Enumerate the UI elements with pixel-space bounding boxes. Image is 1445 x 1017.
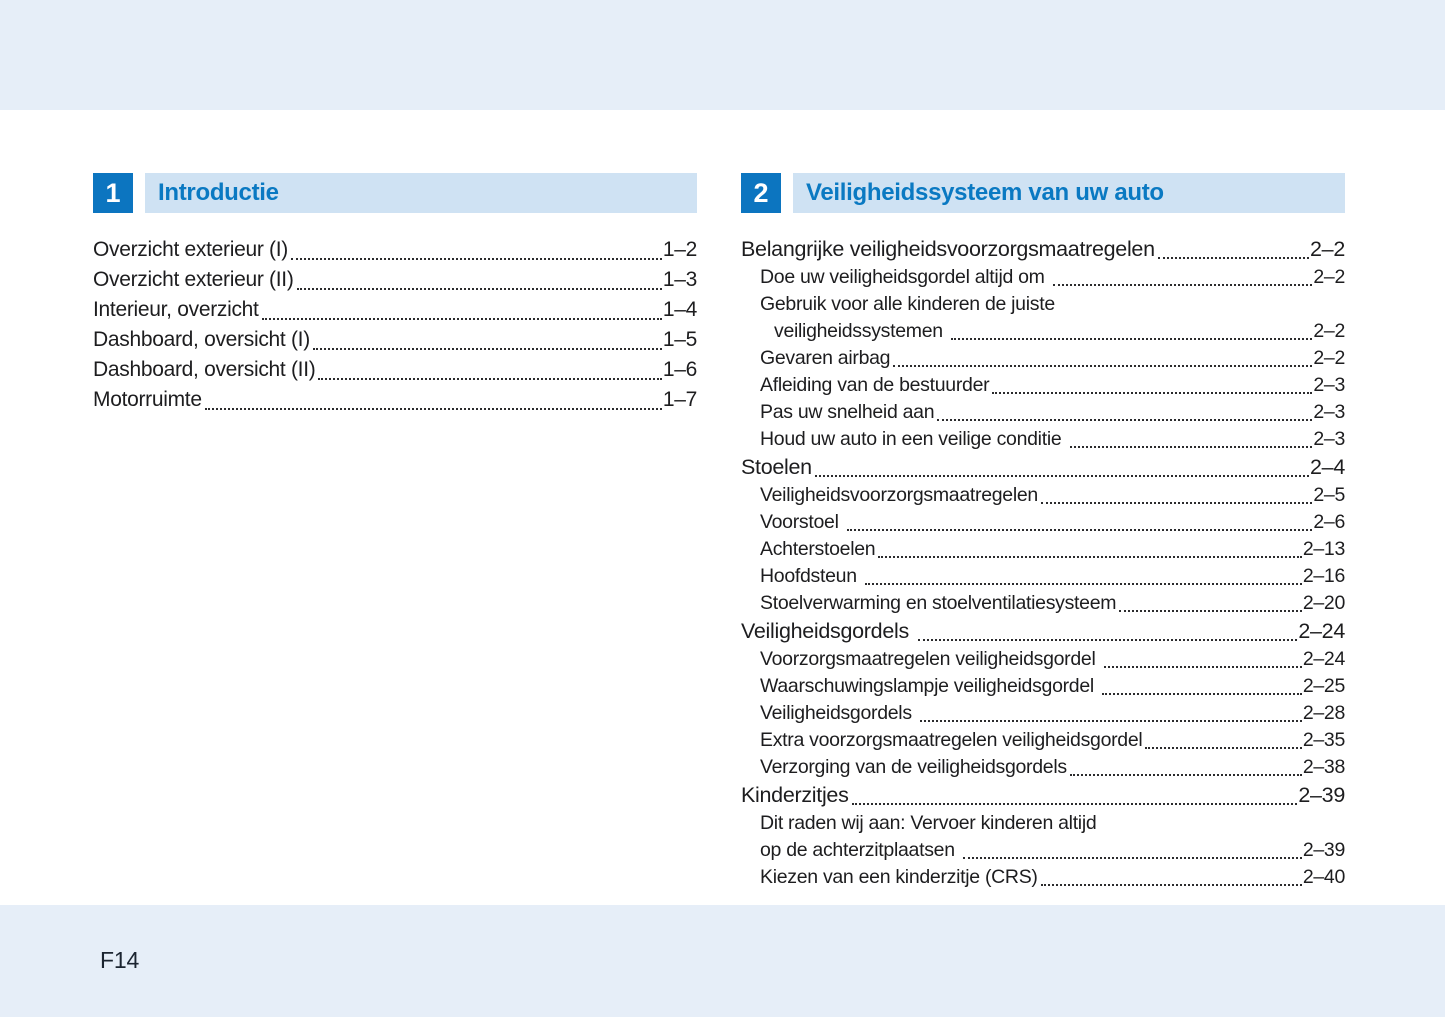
toc-entry — [741, 700, 1345, 727]
dot-leader — [1041, 884, 1302, 886]
dot-leader — [992, 392, 1312, 394]
toc-entry — [741, 345, 1345, 372]
dot-leader — [313, 348, 662, 350]
dot-leader — [1070, 446, 1313, 448]
toc-entry-label: Extra voorzorgsmaatregelen veiligheidsgordel — [760, 729, 1143, 751]
toc-entry — [741, 810, 1345, 837]
toc-entry — [93, 325, 697, 355]
toc-entry-page: 2–6 — [1313, 511, 1345, 533]
toc-entry-label: Verzorging van de veiligheidsgordels — [760, 756, 1067, 778]
toc-entry-page: 1–6 — [662, 358, 697, 381]
section-header — [741, 173, 1345, 213]
toc-entry-page: 1–2 — [662, 238, 697, 261]
toc-entry — [741, 590, 1345, 617]
section-title: Introductie — [158, 179, 279, 206]
toc-entry — [93, 385, 697, 415]
dot-leader — [205, 408, 662, 410]
toc-entry-page: 2–2 — [1313, 320, 1345, 342]
dot-leader — [937, 419, 1312, 421]
toc-entry-page: 2–38 — [1302, 756, 1345, 778]
dot-leader — [262, 318, 662, 320]
dot-leader — [893, 365, 1312, 367]
page-footer-label: F14 — [100, 947, 140, 973]
toc-entry-label: Gevaren airbag — [760, 347, 891, 369]
section-title-bar — [145, 173, 697, 213]
dot-leader — [865, 583, 1302, 585]
toc-entry — [741, 318, 1345, 345]
toc-entries-list — [741, 235, 1345, 891]
toc-entry-page: 2–5 — [1313, 484, 1345, 506]
toc-entry-page: 1–3 — [662, 268, 697, 291]
toc-entry-label: Waarschuwingslampje veiligheidsgordel — [760, 675, 1100, 697]
toc-entry-label: Stoelverwarming en stoelventilatiesysteem — [760, 592, 1117, 614]
toc-entry-page: 2–4 — [1310, 455, 1345, 479]
toc-entry — [741, 617, 1345, 646]
section-number: 1 — [105, 177, 121, 208]
toc-entry-page: 2–24 — [1302, 648, 1345, 670]
dot-leader — [1119, 610, 1302, 612]
dot-leader — [918, 639, 1298, 641]
toc-entry-page: 2–20 — [1302, 592, 1345, 614]
toc-entry — [741, 536, 1345, 563]
dot-leader — [297, 288, 662, 290]
toc-entry — [741, 453, 1345, 482]
toc-entry — [741, 291, 1345, 318]
toc-entry-label: Stoelen — [741, 455, 812, 479]
toc-entry-label: Dashboard, oversicht (II) — [93, 358, 316, 381]
toc-entry — [741, 646, 1345, 673]
dot-leader — [878, 556, 1301, 558]
dot-leader — [847, 529, 1313, 531]
toc-entry-label: Veiligheidsvoorzorgsmaatregelen — [760, 484, 1038, 506]
toc-entry-page: 2–40 — [1302, 866, 1345, 888]
section-number-badge — [93, 173, 133, 213]
toc-entry-page: 2–3 — [1313, 401, 1345, 423]
toc-entry — [741, 264, 1345, 291]
toc-entry-label: Pas uw snelheid aan — [760, 401, 935, 423]
section-number-badge — [741, 173, 781, 213]
toc-entry — [93, 265, 697, 295]
toc-entry — [741, 837, 1345, 864]
toc-entry-label: Veiligheidsgordels — [741, 619, 915, 643]
toc-entry — [741, 482, 1345, 509]
toc-entry-label: Houd uw auto in een veilige conditie — [760, 428, 1067, 450]
toc-entry-label: Voorstoel — [760, 511, 844, 533]
toc-entry-label: Belangrijke veiligheidsvoorzorgsmaatregelen — [741, 237, 1155, 261]
toc-entry-label: Voorzorgsmaatregelen veiligheidsgordel — [760, 648, 1101, 670]
dot-leader — [963, 857, 1302, 859]
toc-entry-label: Gebruik voor alle kinderen de juiste — [760, 293, 1055, 315]
toc-entry-label: Veiligheidsgordels — [760, 702, 917, 724]
toc-entry-page: 1–4 — [662, 298, 697, 321]
toc-entry — [741, 727, 1345, 754]
toc-entry — [741, 426, 1345, 453]
dot-leader — [1070, 774, 1302, 776]
dot-leader — [291, 258, 662, 260]
toc-column-veiligheidssysteem — [741, 173, 1345, 891]
section-title: Veiligheidssysteem van uw auto — [806, 179, 1164, 206]
toc-entry-page: 2–2 — [1313, 266, 1345, 288]
section-header — [93, 173, 697, 213]
toc-entry-label: Overzicht exterieur (I) — [93, 238, 288, 261]
toc-entry-label: veiligheidssystemen — [774, 320, 948, 342]
toc-entry — [741, 509, 1345, 536]
toc-entry-page: 2–13 — [1302, 538, 1345, 560]
toc-entry-page: 2–24 — [1298, 619, 1345, 643]
toc-entry-label: Interieur, overzicht — [93, 298, 259, 321]
dot-leader — [920, 720, 1302, 722]
toc-entries-list — [93, 235, 697, 415]
toc-entry-label: Motorruimte — [93, 388, 202, 411]
dot-leader — [1102, 693, 1302, 695]
dot-leader — [1145, 747, 1301, 749]
toc-entry — [741, 754, 1345, 781]
toc-entry-page: 1–5 — [662, 328, 697, 351]
toc-entry-label: Hoofdsteun — [760, 565, 862, 587]
dot-leader — [318, 378, 661, 380]
toc-entry-page: 2–39 — [1298, 783, 1345, 807]
toc-entry — [741, 235, 1345, 264]
toc-entry — [741, 372, 1345, 399]
toc-entry — [93, 295, 697, 325]
dot-leader — [815, 475, 1309, 477]
section-number: 2 — [753, 177, 769, 208]
toc-entry-label: Achterstoelen — [760, 538, 876, 560]
toc-entry-page: 2–35 — [1302, 729, 1345, 751]
toc-entry-label: Doe uw veiligheidsgordel altijd om — [760, 266, 1050, 288]
toc-entry-label: Dashboard, oversicht (I) — [93, 328, 310, 351]
toc-entry-label: Afleiding van de bestuurder — [760, 374, 990, 396]
dot-leader — [1053, 284, 1313, 286]
dot-leader — [1104, 666, 1302, 668]
dot-leader — [1158, 257, 1309, 259]
section-title-bar — [793, 173, 1345, 213]
toc-entry-page: 2–2 — [1310, 237, 1345, 261]
toc-entry-page: 2–25 — [1302, 675, 1345, 697]
toc-column-introductie — [93, 173, 697, 415]
dot-leader — [852, 803, 1298, 805]
toc-entry — [741, 673, 1345, 700]
toc-entry — [741, 864, 1345, 891]
toc-entry — [741, 399, 1345, 426]
toc-entry — [93, 355, 697, 385]
toc-entry — [741, 563, 1345, 590]
toc-entry-page: 2–2 — [1313, 347, 1345, 369]
bottom-strip — [0, 905, 1445, 1017]
dot-leader — [951, 338, 1312, 340]
toc-entry-label: Kiezen van een kinderzitje (CRS) — [760, 866, 1038, 888]
toc-entry-page: 2–16 — [1302, 565, 1345, 587]
toc-entry — [93, 235, 697, 265]
toc-entry-label: Dit raden wij aan: Vervoer kinderen altijd — [760, 812, 1097, 834]
toc-entry-label: op de achterzitplaatsen — [760, 839, 960, 861]
toc-entry-page: 1–7 — [662, 388, 697, 411]
toc-entry-page: 2–39 — [1302, 839, 1345, 861]
toc-entry-label: Kinderzitjes — [741, 783, 849, 807]
toc-entry-label: Overzicht exterieur (II) — [93, 268, 294, 291]
toc-entry-page: 2–28 — [1302, 702, 1345, 724]
toc-entry-page: 2–3 — [1313, 428, 1345, 450]
toc-entry-page: 2–3 — [1313, 374, 1345, 396]
top-strip — [0, 0, 1445, 110]
toc-entry — [741, 781, 1345, 810]
dot-leader — [1041, 502, 1312, 504]
